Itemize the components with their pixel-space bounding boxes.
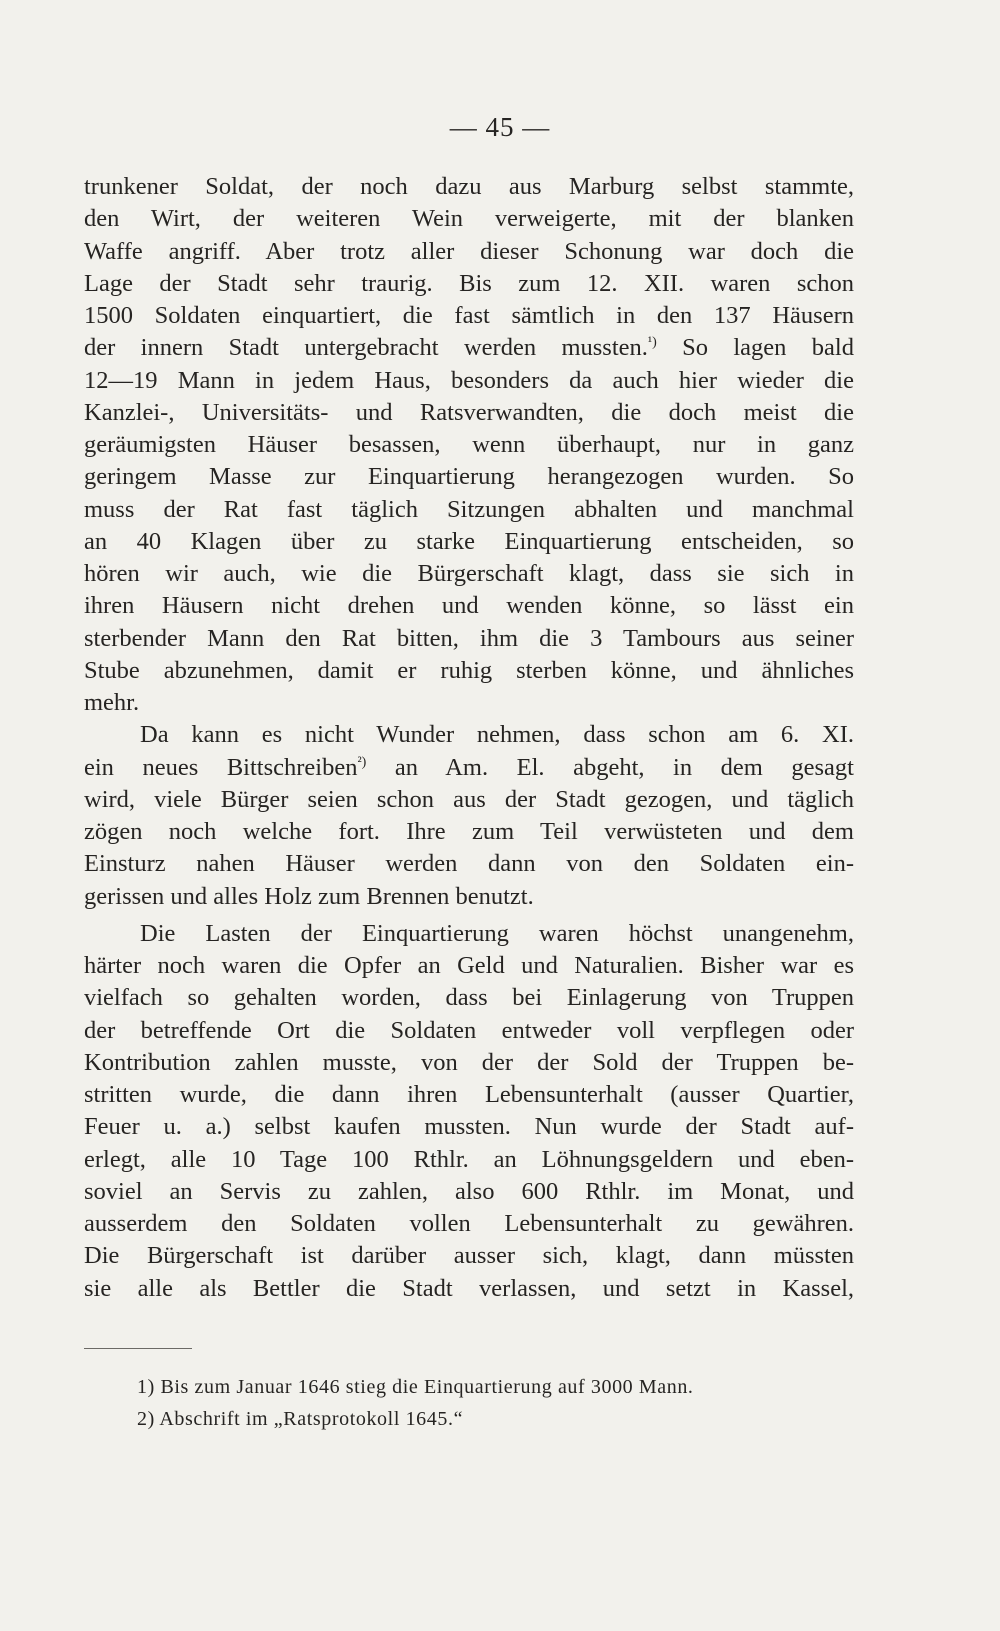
text-line: erlegt, alle 10 Tage 100 Rthlr. an Löhnungsgeldern und eben- [84,1145,854,1173]
text-line [84,752,854,784]
text-line-part: der innern Stadt untergebracht werden mussten. [84,334,648,362]
text-line: sterbender Mann den Rat bitten, ihm die 3 Tambours aus seiner [84,624,854,652]
text-line: Die Lasten der Einquartierung waren höchst unangenehm, [140,919,854,947]
text-line [84,332,854,364]
text-line: Die Bürgerschaft ist darüber ausser sich, klagt, dann müssten [84,1242,854,1270]
text-line: Waffe angriff. Aber trotz aller dieser Schonung war doch die [84,237,854,265]
body-text [84,171,854,1305]
text-line: zögen noch welche fort. Ihre zum Teil verwüsteten und dem [84,818,854,845]
text-line: soviel an Servis zu zahlen, also 600 Rthlr. im Monat, und [84,1177,854,1205]
text-line: Einsturz nahen Häuser werden dann von den Soldaten ein- [84,850,854,878]
text-line: Lage der Stadt sehr traurig. Bis zum 12. XII. waren schon [84,269,854,297]
text-line: 1500 Soldaten einquartiert, die fast sämtlich in den 137 Häusern [84,302,854,329]
text-line: muss der Rat fast täglich Sitzungen abhalten und manchmal [84,495,854,523]
footnote-2: 2) Abschrift im „Ratsprotokoll 1645.“ [137,1408,464,1430]
text-line: Kanzlei-, Universitäts- und Ratsverwandten, die doch meist die [84,398,854,426]
text-line: Stube abzunehmen, damit er ruhig sterben könne, und ähnliches [84,656,854,684]
text-line: Feuer u. a.) selbst kaufen mussten. Nun wurde der Stadt auf- [84,1113,854,1141]
text-line: hören wir auch, wie die Bürgerschaft klagt, dass sie sich in [84,560,854,587]
text-line: Kontribution zahlen musste, von der der Sold der Truppen be- [84,1048,854,1076]
footnote-1: 1) Bis zum Januar 1646 stieg die Einquartierung auf 3000 Mann. [137,1376,694,1398]
footnote-divider [84,1348,192,1349]
text-line: stritten wurde, die dann ihren Lebensunterhalt (ausser Quartier, [84,1081,854,1108]
text-line: geringem Masse zur Einquartierung herangezogen wurden. So [84,463,854,491]
text-line: 12—19 Mann in jedem Haus, besonders da auch hier wieder die [84,366,854,394]
text-line: gerissen und alles Holz zum Brennen benutzt. [84,882,534,910]
text-line: ausserdem den Soldaten vollen Lebensunterhalt zu gewähren. [84,1210,854,1237]
text-line: Da kann es nicht Wunder nehmen, dass schon am 6. XI. [140,721,854,749]
text-line-part: ein neues Bittschreiben [84,753,358,781]
text-line: der betreffende Ort die Soldaten entweder voll verpflegen oder [84,1016,854,1044]
page-number: — 45 — [449,112,551,142]
text-line: sie alle als Bettler die Stadt verlassen, und setzt in Kassel, [84,1274,854,1302]
text-line: trunkener Soldat, der noch dazu aus Marburg selbst stammte, [84,173,854,200]
text-line-part: an Am. El. abgeht, in dem gesagt [394,753,854,781]
text-line: geräumigsten Häuser besassen, wenn überhaupt, nur in ganz [84,431,854,458]
footnotes [137,1371,857,1435]
footnote-ref-1: ¹) [647,335,657,351]
text-line: ihren Häusern nicht drehen und wenden könne, so lässt ein [84,592,854,620]
text-line: an 40 Klagen über zu starke Einquartierung entscheiden, so [84,527,854,555]
text-line-part: So lagen bald [682,334,854,362]
text-line: den Wirt, der weiteren Wein verweigerte, mit der blanken [84,205,854,233]
text-line: vielfach so gehalten worden, dass bei Einlagerung von Truppen [84,984,854,1012]
text-line: härter noch waren die Opfer an Geld und Naturalien. Bisher war es [84,952,854,979]
footnote-ref-2: ²) [357,754,367,770]
text-line: wird, viele Bürger seien schon aus der Stadt gezogen, und täglich [84,785,854,813]
text-line: mehr. [84,689,140,716]
